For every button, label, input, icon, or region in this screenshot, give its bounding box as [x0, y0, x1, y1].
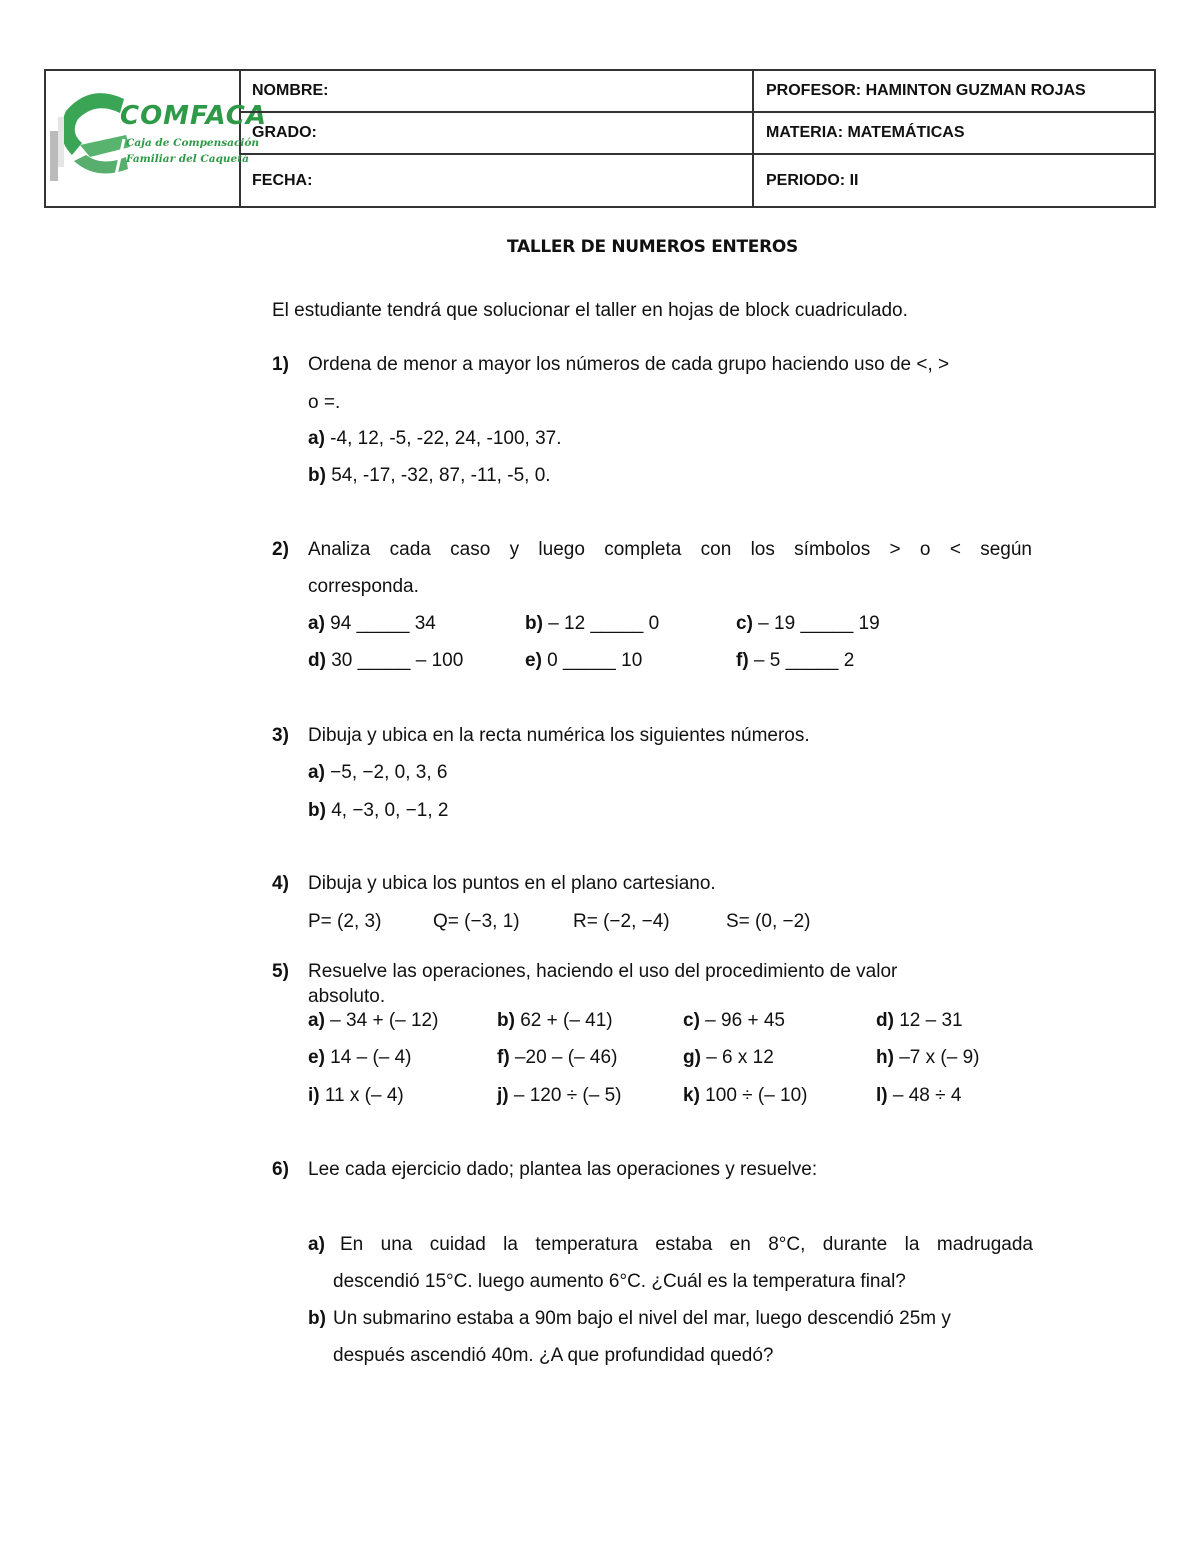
q3-item-a — [308, 761, 447, 785]
q4-point: P= (2, 3) — [308, 911, 382, 932]
q2-item — [525, 649, 642, 673]
q5-item-text: –20 – (– 46) — [509, 1047, 618, 1068]
q5-item-label: g) — [683, 1047, 701, 1068]
q2-item-text: – 19 _____ 19 — [752, 613, 880, 634]
q5-item-text: – 6 x 12 — [700, 1047, 774, 1068]
q2-item-text: 0 _____ 10 — [541, 650, 643, 671]
q5-item — [308, 1084, 404, 1108]
q5-item — [497, 1084, 622, 1108]
q2-item-label: f) — [736, 650, 749, 671]
nombre-field[interactable] — [240, 71, 752, 111]
q5-item — [497, 1009, 613, 1033]
header-table — [44, 69, 1156, 208]
grado-field[interactable] — [240, 113, 752, 153]
q2-item — [736, 649, 854, 673]
q2-item-label: b) — [525, 613, 543, 634]
q6-item-a-line2: descendió 15°C. luego aumento 6°C. ¿Cuál es la temperatura final? — [333, 1271, 906, 1292]
fecha-label: FECHA: — [252, 171, 313, 189]
q2-item-text: 94 _____ 34 — [324, 613, 436, 634]
q5-item — [876, 1009, 963, 1033]
q5-item-label: d) — [876, 1010, 894, 1031]
q5-item-text: – 34 + (– 12) — [324, 1010, 439, 1031]
q2-item — [736, 612, 880, 636]
q1-item-a — [308, 427, 562, 451]
q6-text-line1: Lee cada ejercicio dado; plantea las operaciones y resuelve: — [308, 1159, 818, 1180]
q1-text-line2: o =. — [308, 392, 341, 413]
q6-item-b-label: b) — [308, 1308, 326, 1329]
q4-text-line1: Dibuja y ubica los puntos en el plano cartesiano. — [308, 873, 716, 894]
periodo-label: PERIODO: II — [766, 171, 859, 189]
q5-item-text: 14 – (– 4) — [324, 1047, 412, 1068]
q2-item — [525, 612, 659, 636]
q5-item-label: j) — [497, 1085, 509, 1106]
q4-point: R= (−2, −4) — [573, 911, 670, 932]
q2-item-text: – 5 _____ 2 — [748, 650, 855, 671]
q5-item — [876, 1084, 961, 1108]
q3-text-line1: Dibuja y ubica en la recta numérica los siguientes números. — [308, 725, 810, 746]
q5-item-label: a) — [308, 1010, 325, 1031]
q2-text-line1: Analiza cada caso y luego completa con los símbolos > o < según — [308, 539, 1032, 560]
logo-subtitle-2: Familiar del Caquetá — [126, 153, 249, 165]
page-title: TALLER DE NUMEROS ENTEROS — [507, 237, 798, 257]
q5-item-text: 62 + (– 41) — [514, 1010, 613, 1031]
q1-text-line1: Ordena de menor a mayor los números de cada grupo haciendo uso de <, > — [308, 354, 950, 375]
q5-text-line1: Resuelve las operaciones, haciendo el uso del procedimiento de valor — [308, 961, 898, 982]
q5-item-text: 11 x (– 4) — [319, 1085, 404, 1106]
q5-item — [497, 1046, 617, 1070]
q5-item-label: c) — [683, 1010, 700, 1031]
logo-subtitle-1: Caja de Compensación — [126, 137, 259, 149]
q2-item-text: – 12 _____ 0 — [542, 613, 660, 634]
q4-number: 4) — [272, 873, 289, 894]
q5-item — [683, 1009, 785, 1033]
nombre-label: NOMBRE: — [252, 82, 329, 99]
q5-item-text: – 120 ÷ (– 5) — [508, 1085, 622, 1106]
q2-item-label: c) — [736, 613, 753, 634]
q5-item — [683, 1046, 774, 1070]
q1-item-a-text: -4, 12, -5, -22, 24, -100, 37. — [324, 428, 562, 449]
q5-item-text: 12 – 31 — [893, 1010, 963, 1031]
q6-item-b-line2: después ascendió 40m. ¿A que profundidad quedó? — [333, 1345, 774, 1366]
q1-item-b-label: b) — [308, 465, 326, 486]
q2-number: 2) — [272, 539, 289, 560]
q2-item-label: d) — [308, 650, 326, 671]
q6-item-b-line1: Un submarino estaba a 90m bajo el nivel del mar, luego descendió 25m y — [333, 1308, 951, 1329]
profesor-label: PROFESOR: HAMINTON GUZMAN ROJAS — [766, 82, 1086, 99]
q3-item-a-label: a) — [308, 762, 325, 783]
q1-item-b — [308, 464, 551, 488]
q3-number: 3) — [272, 725, 289, 746]
q5-number: 5) — [272, 961, 289, 982]
q3-item-b-label: b) — [308, 800, 326, 821]
q5-item — [308, 1046, 412, 1070]
q5-item-text: – 96 + 45 — [699, 1010, 785, 1031]
q3-item-b-text: 4, −3, 0, −1, 2 — [325, 800, 449, 821]
q2-item-label: e) — [525, 650, 542, 671]
q5-item-label: k) — [683, 1085, 700, 1106]
q6-item-a-label: a) — [308, 1234, 325, 1255]
q5-item-text: –7 x (– 9) — [893, 1047, 980, 1068]
periodo-field — [754, 155, 1156, 206]
q1-item-a-label: a) — [308, 428, 325, 449]
q2-item-text: 30 _____ – 100 — [325, 650, 464, 671]
logo-brand: COMFACA — [120, 101, 267, 131]
q5-item-label: e) — [308, 1047, 325, 1068]
materia-field — [754, 113, 1156, 153]
q2-item — [308, 649, 463, 673]
q5-item — [683, 1084, 808, 1108]
q1-item-b-text: 54, -17, -32, 87, -11, -5, 0. — [325, 465, 551, 486]
q5-item — [308, 1009, 438, 1033]
q2-item-label: a) — [308, 613, 325, 634]
q5-item-text: 100 ÷ (– 10) — [699, 1085, 808, 1106]
q5-item-text: – 48 ÷ 4 — [887, 1085, 962, 1106]
grado-label: GRADO: — [252, 124, 317, 141]
q5-item-label: h) — [876, 1047, 894, 1068]
logo-cell — [46, 71, 267, 206]
q4-point: Q= (−3, 1) — [433, 911, 520, 932]
q5-item-label: l) — [876, 1085, 888, 1106]
materia-label: MATERIA: MATEMÁTICAS — [766, 124, 965, 141]
q3-item-b — [308, 799, 448, 823]
q3-item-a-text: −5, −2, 0, 3, 6 — [324, 762, 448, 783]
q1-number: 1) — [272, 354, 289, 375]
q4-point: S= (0, −2) — [726, 911, 811, 932]
q5-item-label: f) — [497, 1047, 510, 1068]
q5-item-label: b) — [497, 1010, 515, 1031]
q6-number: 6) — [272, 1159, 289, 1180]
q2-item — [308, 612, 436, 636]
intro-text: El estudiante tendrá que solucionar el taller en hojas de block cuadriculado. — [272, 300, 908, 321]
q5-item — [876, 1046, 979, 1070]
q6-item-a-line1: En una cuidad la temperatura estaba en 8°C, durante la madrugada — [340, 1234, 1033, 1255]
q5-text-line2: absoluto. — [308, 986, 386, 1007]
fecha-field[interactable] — [240, 155, 752, 206]
profesor-field — [754, 71, 1156, 111]
q5-item-label: i) — [308, 1085, 320, 1106]
q2-text-line2: corresponda. — [308, 576, 419, 597]
